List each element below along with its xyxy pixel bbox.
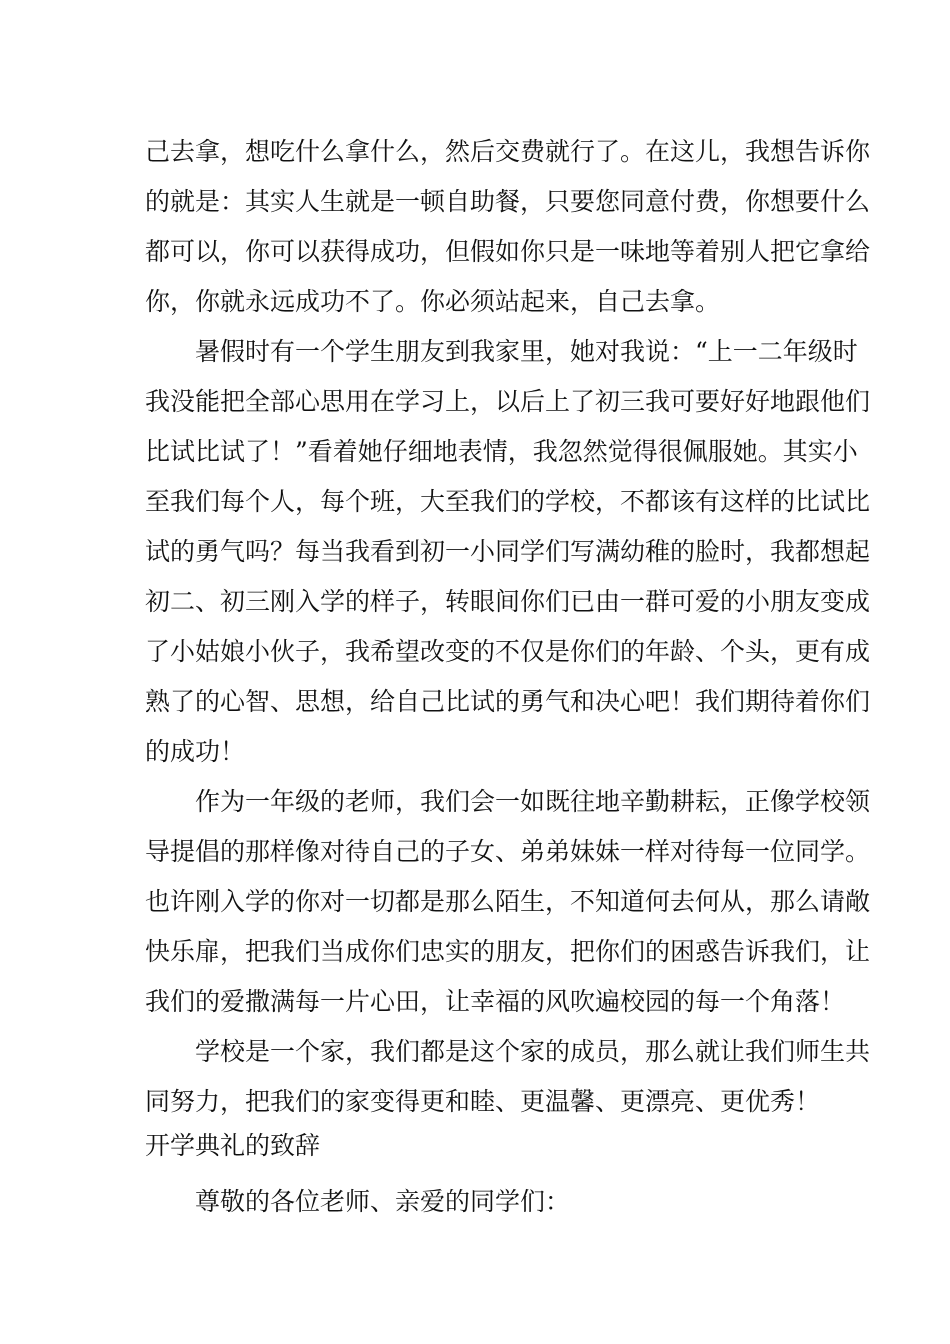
- text-line-13: 的成功！: [145, 737, 246, 766]
- text-line-12: 熟了的心智、思想，给自己比试的勇气和决心吧！我们期待着你们: [145, 687, 871, 716]
- text-line-6: 我没能把全部心思用在学习上，以后上了初三我可要好好地跟他们: [145, 387, 871, 416]
- text-line-20: 同努力，把我们的家变得更和睦、更温馨、更漂亮、更优秀！: [145, 1087, 821, 1116]
- text-line-11: 了小姑娘小伙子，我希望改变的不仅是你们的年龄、个头，更有成: [145, 637, 871, 666]
- text-line-18: 我们的爱撒满每一片心田，让幸福的风吹遍校园的每一个角落！: [145, 987, 846, 1016]
- salutation-line: 尊敬的各位老师、亲爱的同学们：: [145, 1187, 571, 1216]
- text-line-14: 作为一年级的老师，我们会一如既往地辛勤耕耘，正像学校领: [145, 787, 871, 816]
- text-line-2: 的就是：其实人生就是一顿自助餐，只要您同意付费，你想要什么: [145, 187, 871, 216]
- section-heading: 开学典礼的致辞: [145, 1131, 321, 1160]
- text-line-4: 你，你就永远成功不了。你必须站起来，自己去拿。: [145, 287, 721, 316]
- text-line-16: 也许刚入学的你对一切都是那么陌生，不知道何去何从，那么请敞: [145, 887, 871, 916]
- text-line-9: 试的勇气吗？每当我看到初一小同学们写满幼稚的脸时，我都想起: [145, 537, 871, 566]
- text-line-8: 至我们每个人，每个班，大至我们的学校，不都该有这样的比试比: [145, 487, 871, 516]
- text-line-10: 初二、初三刚入学的样子，转眼间你们已由一群可爱的小朋友变成: [145, 587, 871, 616]
- text-line-5: 暑假时有一个学生朋友到我家里，她对我说：“上一二年级时: [145, 337, 858, 366]
- text-line-1: 己去拿，想吃什么拿什么，然后交费就行了。在这儿，我想告诉你: [145, 137, 871, 166]
- text-line-3: 都可以，你可以获得成功，但假如你只是一味地等着别人把它拿给: [145, 237, 871, 266]
- text-line-19: 学校是一个家，我们都是这个家的成员，那么就让我们师生共: [145, 1037, 871, 1066]
- text-line-17: 快乐扉，把我们当成你们忠实的朋友，把你们的困惑告诉我们，让: [145, 937, 871, 966]
- text-line-15: 导提倡的那样像对待自己的子女、弟弟妹妹一样对待每一位同学。: [145, 837, 871, 866]
- text-line-7: 比试比试了！”看着她仔细地表情，我忽然觉得很佩服她。其实小: [145, 437, 858, 466]
